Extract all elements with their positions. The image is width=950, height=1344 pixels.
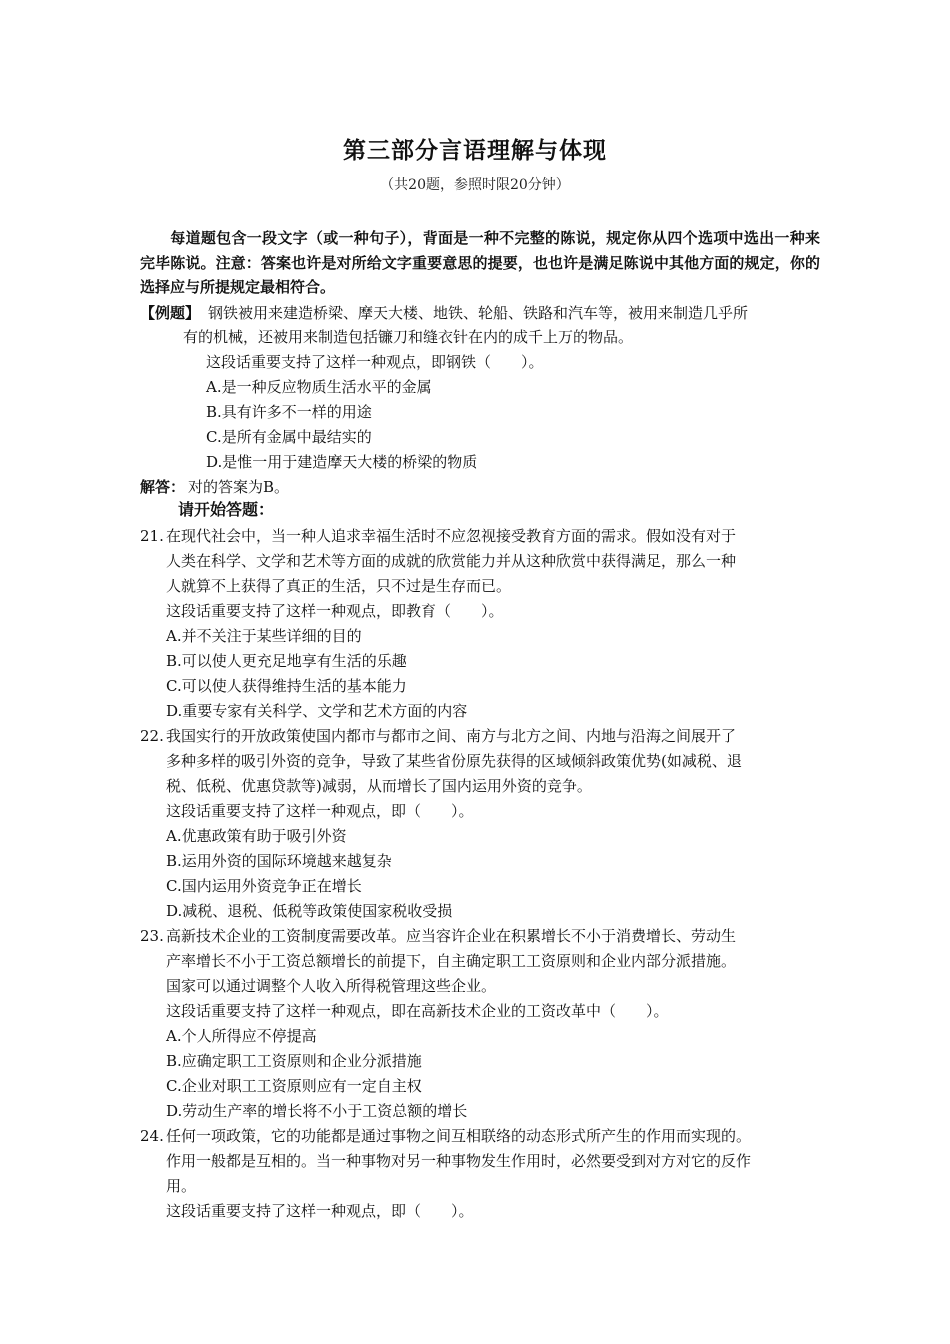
question-stem: 这段话重要支持了这样一种观点，即（ ）。 bbox=[166, 1202, 474, 1220]
start-heading: 请开始答题： bbox=[178, 500, 275, 519]
answer-option: D.重要专家有关科学、文学和艺术方面的内容 bbox=[166, 702, 468, 720]
example-stem: 这段话重要支持了这样一种观点，即钢铁（ ）。 bbox=[206, 353, 544, 371]
question-stem: 这段话重要支持了这样一种观点，即教育（ ）。 bbox=[166, 602, 504, 620]
answer-option: C.企业对职工工资原则应有一定自主权 bbox=[166, 1077, 422, 1095]
question-stem: 这段话重要支持了这样一种观点，即在高新技术企业的工资改革中（ ）。 bbox=[166, 1002, 669, 1020]
answer-option: B.运用外资的国际环境越来越复杂 bbox=[166, 852, 392, 870]
question-text-line: 任何一项政策，它的功能都是通过事物之间互相联络的动态形式所产生的作用而实现的。 bbox=[166, 1127, 752, 1145]
question-text-line: 人就算不上获得了真正的生活，只不过是生存而已。 bbox=[166, 577, 512, 595]
question-stem: 这段话重要支持了这样一种观点，即（ ）。 bbox=[166, 802, 474, 820]
example-label: 【例题】 bbox=[140, 304, 201, 322]
answer-option: B.应确定职工工资原则和企业分派措施 bbox=[166, 1052, 422, 1070]
instructions-text: 每道题包含一段文字（或一种句子），背面是一种不完整的陈说，规定你从四个选项中选出一种来完毕陈说。注意：答案也许是对所给文字重要意思的提要，也也许是满足陈说中其他方面的规定，你的选择应与所提规定最相符合。 bbox=[140, 229, 820, 296]
question-text-line: 国家可以通过调整个人收入所得税管理这些企业。 bbox=[166, 977, 497, 995]
instructions-paragraph bbox=[140, 226, 820, 300]
example-option: D.是惟一用于建造摩天大楼的桥梁的物质 bbox=[206, 453, 478, 471]
question-text-line: 用。 bbox=[166, 1177, 197, 1195]
example-text-line: 钢铁被用来建造桥梁、摩天大楼、地铁、轮船、铁路和汽车等，被用来制造几乎所 bbox=[208, 304, 749, 322]
example-option: A.是一种反应物质生活水平的金属 bbox=[206, 378, 432, 396]
example-option: C.是所有金属中最结实的 bbox=[206, 428, 372, 446]
answer-option: B.可以使人更充足地享有生活的乐趣 bbox=[166, 652, 407, 670]
question-number: 22. bbox=[140, 727, 164, 745]
answer-option: D.劳动生产率的增长将不小于工资总额的增长 bbox=[166, 1102, 468, 1120]
question-number: 24. bbox=[140, 1127, 164, 1145]
example-option: B.具有许多不一样的用途 bbox=[206, 403, 372, 421]
question-text-line: 作用一般都是互相的。当一种事物对另一种事物发生作用时，必然要受到对方对它的反作 bbox=[166, 1152, 752, 1170]
answer-option: A.个人所得应不停提高 bbox=[166, 1027, 317, 1045]
question-text-line: 产率增长不小于工资总额增长的前提下，自主确定职工工资原则和企业内部分派措施。 bbox=[166, 952, 737, 970]
example-answer-label: 解答： bbox=[140, 478, 186, 496]
page-subtitle: （共20题，参照时限20分钟） bbox=[380, 177, 570, 193]
answer-option: A.并不关注于某些详细的目的 bbox=[166, 627, 362, 645]
question-text-line: 多种多样的吸引外资的竞争，导致了某些省份原先获得的区域倾斜政策优势(如减税、退 bbox=[166, 752, 742, 770]
question-text-line: 高新技术企业的工资制度需要改革。应当容许企业在积累增长不小于消费增长、劳动生 bbox=[166, 927, 737, 945]
question-text-line: 税、低税、优惠贷款等)减弱，从而增长了国内运用外资的竞争。 bbox=[166, 777, 592, 795]
question-text-line: 人类在科学、文学和艺术等方面的成就的欣赏能力并从这种欣赏中获得满足，那么一种 bbox=[166, 552, 737, 570]
question-text-line: 在现代社会中，当一种人追求幸福生活时不应忽视接受教育方面的需求。假如没有对于 bbox=[166, 527, 737, 545]
example-answer-text: 对的答案为B。 bbox=[188, 478, 290, 496]
question-text-line: 我国实行的开放政策使国内都市与都市之间、南方与北方之间、内地与沿海之间展开了 bbox=[166, 727, 737, 745]
page-title: 第三部分言语理解与体现 bbox=[343, 138, 607, 164]
answer-option: C.可以使人获得维持生活的基本能力 bbox=[166, 677, 407, 695]
answer-option: D.减税、退税、低税等政策使国家税收受损 bbox=[166, 902, 453, 920]
question-number: 21. bbox=[140, 527, 164, 545]
answer-option: A.优惠政策有助于吸引外资 bbox=[166, 827, 347, 845]
answer-option: C.国内运用外资竞争正在增长 bbox=[166, 877, 362, 895]
example-text-line: 有的机械，还被用来制造包括镰刀和缝衣针在内的成千上万的物品。 bbox=[183, 328, 634, 346]
question-number: 23. bbox=[140, 927, 164, 945]
